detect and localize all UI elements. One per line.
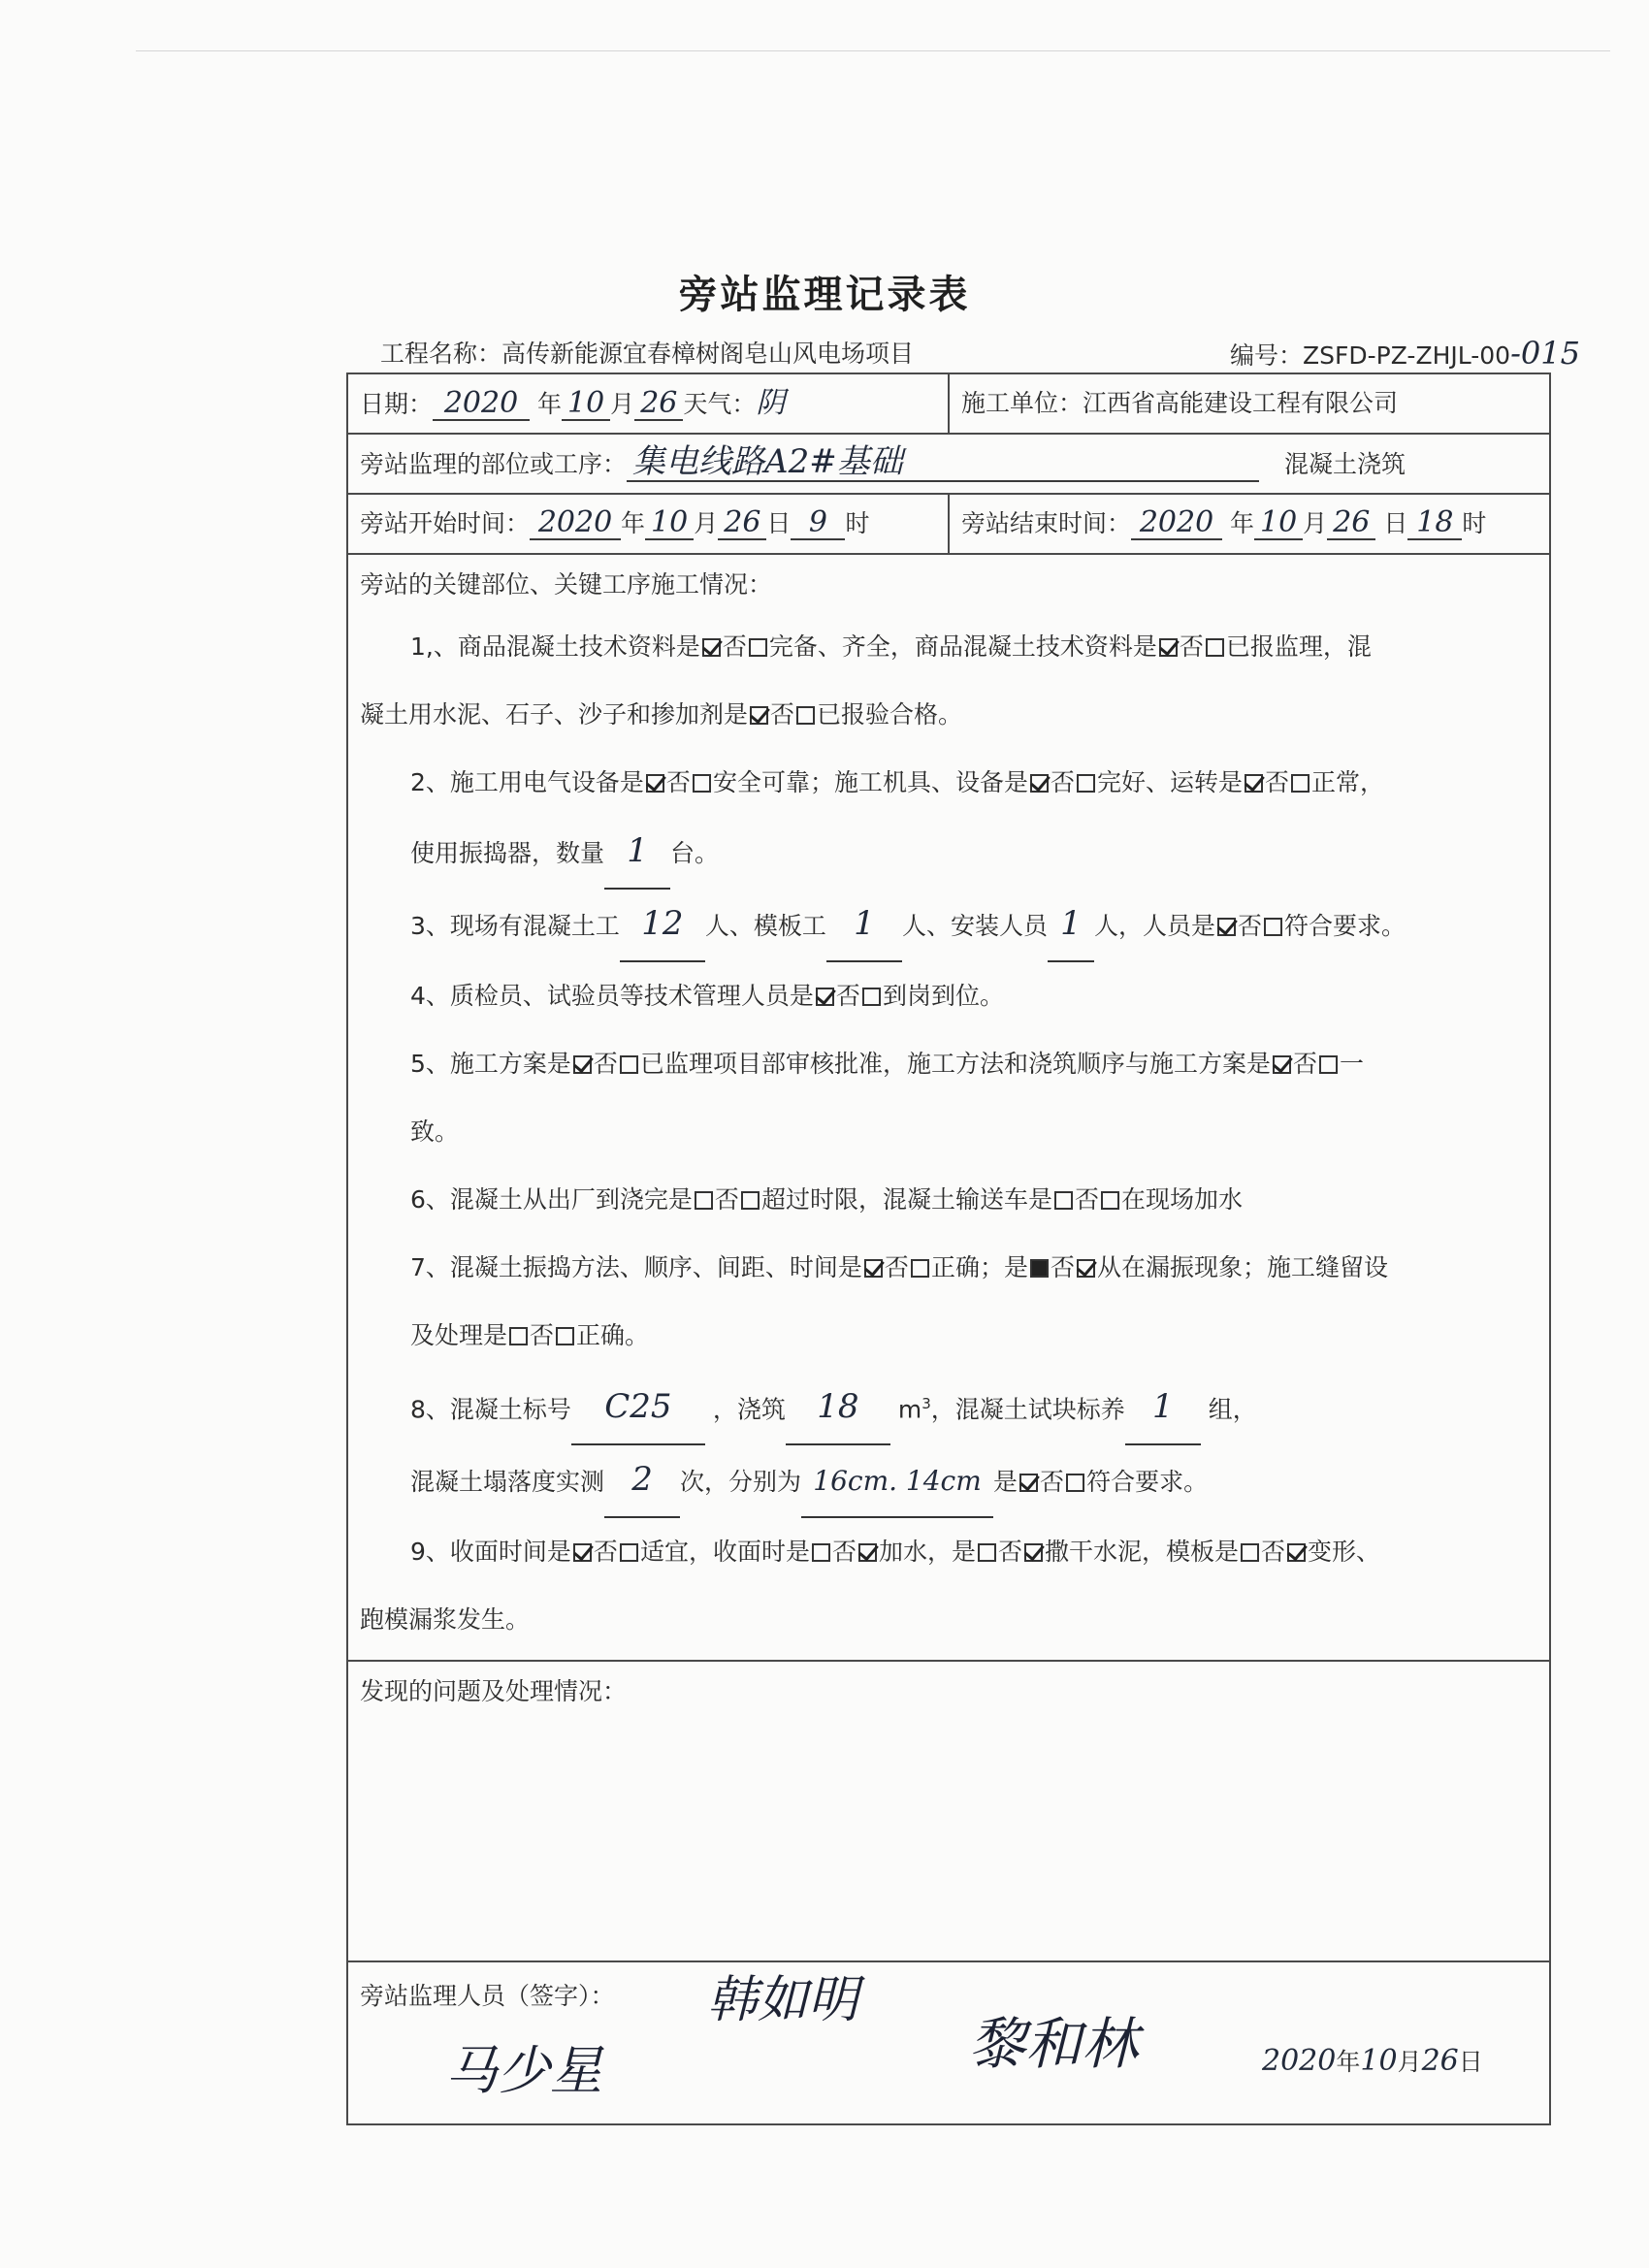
problems-label: 发现的问题及处理情况： — [360, 1677, 628, 1706]
checkbox-yes[interactable] — [695, 1191, 713, 1210]
no-label: 否 — [593, 1050, 618, 1078]
item-7-line-1 — [360, 1234, 1537, 1302]
checkbox-yes-checked[interactable] — [702, 638, 721, 657]
item-text: 跑模漏浆发生。 — [360, 1605, 531, 1635]
start-time-cell — [347, 494, 949, 554]
no-label: 否 — [714, 1185, 739, 1214]
contractor-name: 江西省高能建设工程有限公司 — [1083, 389, 1399, 417]
row-date-contractor — [347, 373, 1550, 434]
start-month: 10 — [645, 507, 694, 540]
item-text: 适宜，收面时是 — [639, 1538, 810, 1567]
item-text: 超过时限，混凝土输送车是 — [760, 1185, 1052, 1214]
checkbox-no[interactable] — [1264, 918, 1282, 936]
start-day: 26 — [718, 507, 766, 540]
item-text: 凝土用水泥、石子、沙子和掺加剂是 — [360, 700, 749, 729]
item-text: 从在漏振现象；施工缝留设 — [1096, 1253, 1388, 1281]
project-name-line — [380, 335, 914, 370]
no-label: 否 — [1040, 1468, 1065, 1497]
install-workers: 1 — [1060, 904, 1082, 943]
checkbox-no[interactable] — [1319, 1055, 1338, 1074]
no-label: 否 — [1261, 1538, 1286, 1567]
end-day-unit: 日 — [1383, 509, 1408, 538]
concrete-workers: 12 — [641, 904, 684, 943]
signature-3: 黎和林 — [969, 2011, 1139, 2078]
no-label: 否 — [1074, 1185, 1099, 1214]
checkbox-no[interactable] — [556, 1327, 574, 1345]
item-text: 已报验合格。 — [817, 700, 963, 729]
item-8-line-1 — [360, 1370, 1537, 1445]
item-text: 7、混凝土振捣方法、顺序、间距、时间是 — [410, 1253, 862, 1281]
item-text: ，混凝土试块标养 — [930, 1395, 1125, 1424]
item-text: 变形、 — [1308, 1538, 1381, 1567]
scan-edge-line — [136, 50, 1610, 51]
concrete-workers-field — [620, 890, 705, 962]
item-9-line-1 — [360, 1518, 1537, 1586]
end-hour: 18 — [1407, 507, 1462, 540]
item-text: 人、模板工 — [704, 912, 826, 940]
month-unit: 月 — [610, 390, 635, 418]
item-text: ，浇筑 — [712, 1395, 786, 1424]
item-text: 组， — [1208, 1395, 1257, 1424]
no-label: 否 — [835, 982, 860, 1010]
item-text: 加水，是 — [878, 1538, 976, 1567]
vibrator-qty: 1 — [627, 831, 648, 870]
row-times — [347, 494, 1550, 554]
checkbox-yes-checked[interactable] — [1273, 1055, 1291, 1074]
item-5-line-1 — [360, 1030, 1537, 1098]
slump-times-field — [604, 1445, 680, 1518]
item-text: 完好、运转是 — [1096, 768, 1243, 796]
signature-2: 马少星 — [445, 2040, 602, 2102]
end-day: 26 — [1327, 507, 1375, 540]
formwork-workers: 1 — [854, 904, 875, 943]
start-year-unit: 年 — [621, 509, 646, 538]
item-2-line-2 — [360, 817, 1537, 890]
item-text: 是 — [993, 1468, 1018, 1497]
weather-label: 天气： — [683, 390, 757, 418]
start-year: 2020 — [530, 507, 621, 540]
checkbox-no[interactable] — [741, 1191, 760, 1210]
checkbox-yes-checked[interactable] — [646, 774, 664, 793]
slump-times: 2 — [631, 1460, 653, 1500]
checkbox-no-checked[interactable] — [1024, 1543, 1043, 1562]
date-day: 26 — [634, 388, 683, 421]
checkbox-yes-checked[interactable] — [1245, 774, 1263, 793]
item-text: 1,、商品混凝土技术资料是 — [410, 632, 700, 661]
item-text: 及处理是 — [410, 1321, 508, 1349]
end-month-unit: 月 — [1303, 509, 1328, 538]
checkbox-no[interactable] — [862, 988, 881, 1006]
no-label: 否 — [884, 1253, 909, 1281]
date-month: 10 — [562, 388, 610, 421]
pour-volume: 18 — [817, 1387, 859, 1427]
checkbox-yes-checked[interactable] — [1159, 638, 1178, 657]
item-6 — [360, 1166, 1537, 1234]
row-location — [347, 434, 1550, 494]
item-text: 5、施工方案是 — [410, 1050, 571, 1078]
start-month-unit: 月 — [694, 509, 719, 538]
checkbox-no-checked[interactable] — [1287, 1543, 1306, 1562]
item-text: 台。 — [670, 839, 720, 867]
test-groups-field — [1125, 1373, 1201, 1445]
contractor-cell — [949, 373, 1550, 434]
start-hour-unit: 时 — [845, 509, 870, 538]
no-label: 否 — [997, 1538, 1022, 1567]
item-text: 2、施工用电气设备是 — [410, 768, 644, 796]
concrete-grade-field — [571, 1373, 705, 1445]
unit-sup: 3 — [922, 1395, 931, 1412]
start-label: 旁站开始时间： — [360, 509, 531, 538]
checkbox-no[interactable] — [693, 774, 711, 793]
item-text: 正常， — [1311, 768, 1385, 796]
no-label: 否 — [831, 1538, 857, 1567]
no-label: 否 — [1292, 1050, 1317, 1078]
checkbox-yes-checked[interactable] — [1030, 774, 1049, 793]
key-items-cell — [347, 554, 1550, 1661]
install-workers-field — [1048, 890, 1094, 962]
item-5-line-2 — [360, 1098, 1537, 1166]
end-year: 2020 — [1131, 507, 1222, 540]
page-title: 旁站监理记录表 — [678, 273, 971, 317]
no-label: 否 — [770, 700, 795, 729]
checkbox-yes-checked[interactable] — [573, 1543, 592, 1562]
item-1-line-2 — [360, 681, 1537, 749]
item-text: 符合要求。 — [1086, 1468, 1209, 1497]
no-label: 否 — [665, 768, 691, 796]
contractor-label: 施工单位： — [961, 389, 1083, 417]
no-label: 否 — [1050, 768, 1075, 796]
item-text: 撒干水泥，模板是 — [1045, 1538, 1240, 1567]
checkbox-yes-crossed[interactable] — [1030, 1259, 1049, 1278]
item-text: 符合要求。 — [1283, 912, 1406, 940]
checkbox-no[interactable] — [620, 1543, 638, 1562]
unit-m: m — [897, 1395, 922, 1424]
no-label: 否 — [1050, 1253, 1075, 1281]
no-label: 否 — [1179, 632, 1204, 661]
item-text: 8、混凝土标号 — [410, 1395, 571, 1424]
item-text: 在现场加水 — [1120, 1185, 1243, 1214]
start-day-unit: 日 — [766, 509, 792, 538]
item-text: 次，分别为 — [680, 1468, 802, 1497]
pour-volume-field — [786, 1373, 890, 1445]
item-text: 3、现场有混凝土工 — [410, 912, 620, 940]
end-label: 旁站结束时间： — [961, 509, 1132, 538]
checkbox-yes[interactable] — [1054, 1191, 1073, 1210]
item-text: 完备、齐全，商品混凝土技术资料是 — [768, 632, 1157, 661]
end-time-cell — [949, 494, 1550, 554]
sign-day-unit: 日 — [1458, 2048, 1483, 2077]
process-name: 混凝土浇筑 — [1283, 450, 1406, 479]
signature-label: 旁站监理人员（签字）： — [360, 1982, 615, 2011]
item-text: 人、安装人员 — [901, 912, 1048, 940]
checkbox-yes-checked[interactable] — [816, 988, 834, 1006]
item-text: 到岗到位。 — [882, 982, 1004, 1010]
item-2-line-1 — [360, 749, 1537, 817]
checkbox-no[interactable] — [620, 1055, 638, 1074]
item-text: 致。 — [410, 1118, 460, 1146]
item-text: 9、收面时间是 — [410, 1538, 571, 1567]
location-label: 旁站监理的部位或工序： — [360, 450, 628, 479]
item-text: 一 — [1339, 1050, 1364, 1078]
item-text: 安全可靠；施工机具、设备是 — [712, 768, 1028, 796]
code-label: 编号： — [1230, 341, 1304, 370]
item-1-line-1 — [360, 613, 1537, 681]
start-hour: 9 — [791, 507, 845, 540]
slump-values-field — [801, 1447, 993, 1518]
formwork-workers-field — [826, 890, 902, 962]
sign-month-unit: 月 — [1397, 2048, 1422, 2077]
checkbox-no[interactable] — [796, 706, 815, 725]
item-text: 6、混凝土从出厂到浇完是 — [410, 1185, 693, 1214]
item-text: 正确；是 — [930, 1253, 1028, 1281]
sign-year: 2020 — [1262, 2044, 1337, 2079]
no-label: 否 — [530, 1321, 555, 1349]
item-3 — [360, 890, 1537, 962]
checkbox-yes-checked[interactable] — [573, 1055, 592, 1074]
checkbox-yes[interactable] — [978, 1543, 996, 1562]
signature-cell — [347, 1961, 1550, 2124]
checkbox-no-checked[interactable] — [858, 1543, 877, 1562]
sign-month: 10 — [1360, 2044, 1398, 2079]
vibrator-qty-field — [604, 817, 670, 890]
project-label: 工程名称： — [380, 340, 502, 368]
date-weather-cell — [347, 373, 949, 434]
item-text: 4、质检员、试验员等技术管理人员是 — [410, 982, 814, 1010]
section-title: 旁站的关键部位、关键工序施工情况： — [360, 570, 773, 599]
test-groups: 1 — [1151, 1387, 1174, 1427]
item-9-line-2 — [360, 1586, 1537, 1654]
end-year-unit: 年 — [1229, 509, 1254, 538]
row-key-items — [347, 554, 1550, 1661]
checkbox-no[interactable] — [1101, 1191, 1119, 1210]
date-label: 日期： — [360, 390, 434, 418]
year-unit: 年 — [536, 390, 562, 418]
checkbox-no[interactable] — [911, 1259, 929, 1278]
code-prefix: ZSFD-PZ-ZHJL-00 — [1303, 341, 1511, 370]
item-8-line-2 — [360, 1445, 1537, 1518]
item-text: 人，人员是 — [1093, 912, 1215, 940]
item-text: 混凝土塌落度实测 — [410, 1468, 605, 1497]
item-text: 已监理项目部审核批准，施工方法和浇筑顺序与施工方案是 — [639, 1050, 1271, 1078]
checkbox-no[interactable] — [1291, 774, 1310, 793]
checkbox-yes-checked[interactable] — [1019, 1474, 1038, 1492]
record-form — [346, 373, 1551, 2125]
checkbox-no[interactable] — [1077, 774, 1095, 793]
sign-year-unit: 年 — [1336, 2048, 1361, 2077]
checkbox-yes-checked[interactable] — [750, 706, 768, 725]
signature-date — [1262, 2044, 1483, 2079]
item-text: 已报监理，混 — [1225, 632, 1372, 661]
slump-values: 16cm. 14cm — [813, 1465, 982, 1498]
document-code — [1230, 335, 1580, 372]
row-signatures — [347, 1961, 1550, 2124]
problems-cell — [347, 1661, 1550, 1961]
no-label: 否 — [1264, 768, 1289, 796]
no-label: 否 — [722, 632, 747, 661]
checkbox-yes[interactable] — [812, 1543, 830, 1562]
item-text: 使用振捣器，数量 — [410, 839, 605, 867]
checkbox-yes-checked[interactable] — [1217, 918, 1236, 936]
item-7-line-2 — [360, 1302, 1537, 1370]
concrete-grade: C25 — [604, 1387, 672, 1427]
checkbox-no-checked[interactable] — [1077, 1259, 1095, 1278]
location-handwritten: 集电线路A2#基础 — [627, 445, 1259, 482]
checkbox-no[interactable] — [749, 638, 767, 657]
signature-1: 韩如明 — [707, 1971, 859, 2030]
checkbox-no[interactable] — [1206, 638, 1224, 657]
row-problems — [347, 1661, 1550, 1961]
checkbox-yes[interactable] — [1241, 1543, 1259, 1562]
project-name: 高传新能源宜春樟树阁皂山风电场项目 — [501, 340, 915, 368]
checkbox-yes[interactable] — [509, 1327, 528, 1345]
item-text: 正确。 — [576, 1321, 650, 1349]
code-handwritten: -015 — [1510, 335, 1580, 372]
item-4 — [360, 962, 1537, 1030]
checkbox-no[interactable] — [1066, 1474, 1084, 1492]
date-year: 2020 — [433, 388, 530, 421]
no-label: 否 — [593, 1538, 618, 1567]
checkbox-yes-checked[interactable] — [864, 1259, 883, 1278]
sign-day: 26 — [1421, 2044, 1459, 2079]
end-month: 10 — [1254, 507, 1303, 540]
no-label: 否 — [1237, 912, 1262, 940]
end-hour-unit: 时 — [1462, 509, 1487, 538]
weather-value: 阴 — [756, 386, 786, 420]
location-cell — [347, 434, 1550, 494]
